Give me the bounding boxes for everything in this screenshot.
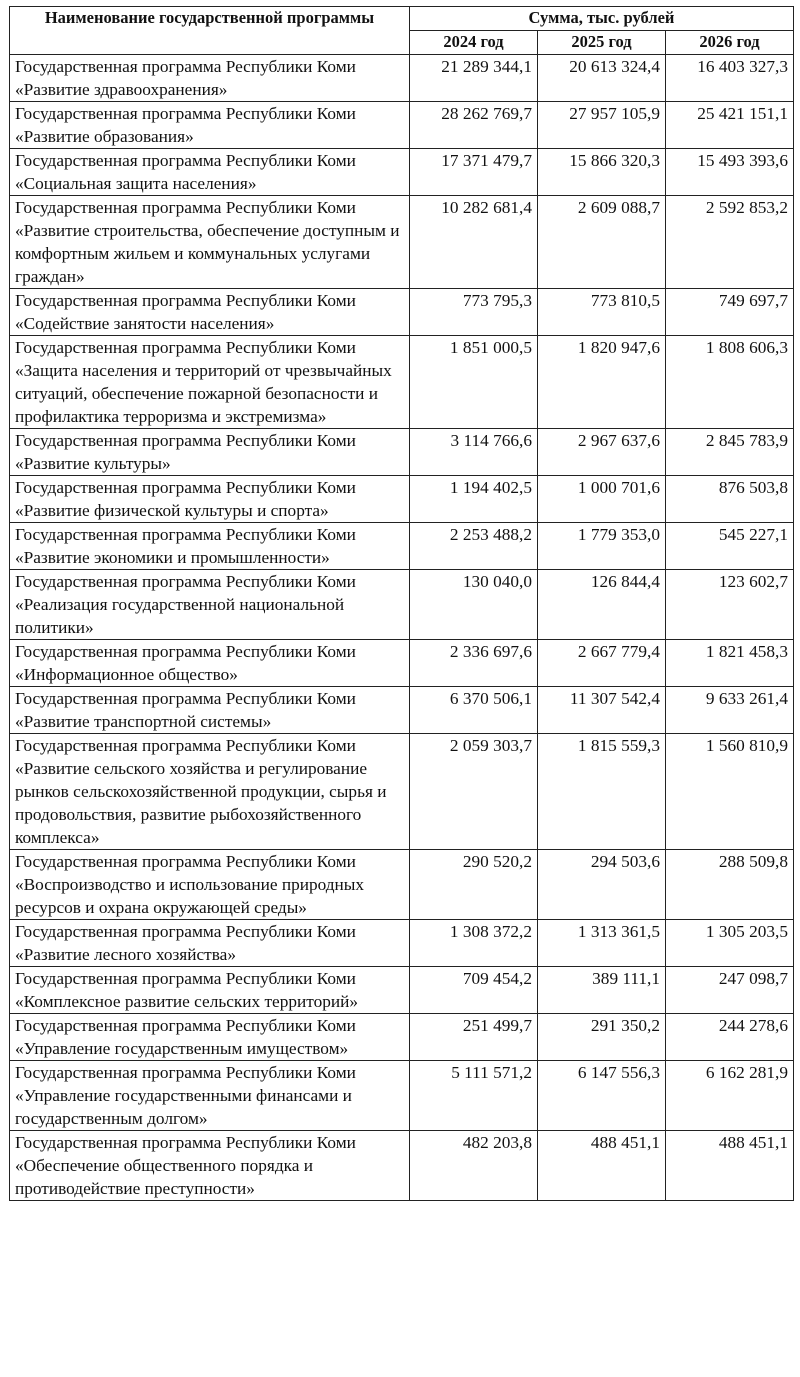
program-name-cell: Государственная программа Республики Коми «Развитие физической культуры и спорта» (10, 476, 410, 523)
value-2025-cell: 126 844,4 (538, 570, 666, 640)
table-row (10, 523, 794, 570)
value-2026-cell: 1 821 458,3 (666, 640, 794, 687)
table-row (10, 570, 794, 640)
value-2026-cell: 288 509,8 (666, 850, 794, 920)
value-2025-cell: 1 000 701,6 (538, 476, 666, 523)
program-name-cell: Государственная программа Республики Коми «Управление государственным имуществом» (10, 1014, 410, 1061)
table-row (10, 640, 794, 687)
program-name-cell: Государственная программа Республики Коми «Защита населения и территорий от чрезвычайных ситуаций, обеспечение пожарной безопасности и профилактика терроризма и экстремизма» (10, 336, 410, 429)
program-name-cell: Государственная программа Республики Коми «Развитие образования» (10, 102, 410, 149)
value-2026-cell: 488 451,1 (666, 1131, 794, 1201)
value-2026-cell: 247 098,7 (666, 967, 794, 1014)
value-2024-cell: 251 499,7 (410, 1014, 538, 1061)
value-2024-cell: 2 253 488,2 (410, 523, 538, 570)
value-2024-cell: 709 454,2 (410, 967, 538, 1014)
program-name-cell: Государственная программа Республики Коми «Развитие сельского хозяйства и регулирование рынков сельскохозяйственной продукции, сырья и продовольствия, развитие рыбохозяйственного комплекса» (10, 734, 410, 850)
header-year-2025: 2025 год (538, 31, 666, 55)
table-header (10, 7, 794, 55)
table-body (10, 55, 794, 1201)
table-row (10, 1014, 794, 1061)
program-name-cell: Государственная программа Республики Коми «Развитие экономики и промышленности» (10, 523, 410, 570)
value-2025-cell: 2 609 088,7 (538, 196, 666, 289)
value-2024-cell: 17 371 479,7 (410, 149, 538, 196)
value-2025-cell: 6 147 556,3 (538, 1061, 666, 1131)
table-row (10, 429, 794, 476)
program-name-cell: Государственная программа Республики Коми «Обеспечение общественного порядка и противодействие преступности» (10, 1131, 410, 1201)
value-2025-cell: 773 810,5 (538, 289, 666, 336)
table-row (10, 1131, 794, 1201)
value-2026-cell: 1 560 810,9 (666, 734, 794, 850)
value-2024-cell: 5 111 571,2 (410, 1061, 538, 1131)
value-2024-cell: 773 795,3 (410, 289, 538, 336)
program-name-cell: Государственная программа Республики Коми «Комплексное развитие сельских территорий» (10, 967, 410, 1014)
value-2024-cell: 28 262 769,7 (410, 102, 538, 149)
program-name-cell: Государственная программа Республики Коми «Развитие лесного хозяйства» (10, 920, 410, 967)
header-sum: Сумма, тыс. рублей (410, 7, 794, 31)
value-2025-cell: 1 779 353,0 (538, 523, 666, 570)
value-2024-cell: 1 308 372,2 (410, 920, 538, 967)
value-2025-cell: 2 967 637,6 (538, 429, 666, 476)
value-2025-cell: 1 820 947,6 (538, 336, 666, 429)
value-2026-cell: 123 602,7 (666, 570, 794, 640)
table-row (10, 476, 794, 523)
program-name-cell: Государственная программа Республики Коми «Реализация государственной национальной политики» (10, 570, 410, 640)
program-name-cell: Государственная программа Республики Коми «Развитие культуры» (10, 429, 410, 476)
value-2024-cell: 21 289 344,1 (410, 55, 538, 102)
table-row (10, 687, 794, 734)
program-name-cell: Государственная программа Республики Коми «Развитие транспортной системы» (10, 687, 410, 734)
value-2024-cell: 6 370 506,1 (410, 687, 538, 734)
program-name-cell: Государственная программа Республики Коми «Информационное общество» (10, 640, 410, 687)
program-name-cell: Государственная программа Республики Коми «Содействие занятости населения» (10, 289, 410, 336)
table-row (10, 149, 794, 196)
value-2026-cell: 16 403 327,3 (666, 55, 794, 102)
value-2025-cell: 1 815 559,3 (538, 734, 666, 850)
value-2025-cell: 20 613 324,4 (538, 55, 666, 102)
value-2024-cell: 482 203,8 (410, 1131, 538, 1201)
program-name-cell: Государственная программа Республики Коми «Воспроизводство и использование природных ресурсов и охрана окружающей среды» (10, 850, 410, 920)
value-2024-cell: 2 336 697,6 (410, 640, 538, 687)
table-row (10, 55, 794, 102)
value-2025-cell: 1 313 361,5 (538, 920, 666, 967)
value-2026-cell: 749 697,7 (666, 289, 794, 336)
value-2026-cell: 1 808 606,3 (666, 336, 794, 429)
value-2025-cell: 27 957 105,9 (538, 102, 666, 149)
value-2026-cell: 6 162 281,9 (666, 1061, 794, 1131)
value-2026-cell: 876 503,8 (666, 476, 794, 523)
programs-table (9, 6, 794, 1201)
program-name-cell: Государственная программа Республики Коми «Социальная защита населения» (10, 149, 410, 196)
value-2024-cell: 10 282 681,4 (410, 196, 538, 289)
value-2025-cell: 294 503,6 (538, 850, 666, 920)
value-2026-cell: 15 493 393,6 (666, 149, 794, 196)
value-2026-cell: 2 592 853,2 (666, 196, 794, 289)
value-2025-cell: 15 866 320,3 (538, 149, 666, 196)
header-year-2024: 2024 год (410, 31, 538, 55)
value-2025-cell: 291 350,2 (538, 1014, 666, 1061)
table-row (10, 102, 794, 149)
value-2024-cell: 290 520,2 (410, 850, 538, 920)
table-row (10, 289, 794, 336)
value-2026-cell: 2 845 783,9 (666, 429, 794, 476)
header-year-2026: 2026 год (666, 31, 794, 55)
program-name-cell: Государственная программа Республики Коми «Управление государственными финансами и государственным долгом» (10, 1061, 410, 1131)
table-row (10, 920, 794, 967)
table-row (10, 196, 794, 289)
table-row (10, 336, 794, 429)
header-program-name: Наименование государственной программы (10, 7, 410, 55)
value-2026-cell: 25 421 151,1 (666, 102, 794, 149)
value-2024-cell: 1 851 000,5 (410, 336, 538, 429)
value-2025-cell: 389 111,1 (538, 967, 666, 1014)
table-row (10, 734, 794, 850)
value-2026-cell: 244 278,6 (666, 1014, 794, 1061)
value-2025-cell: 2 667 779,4 (538, 640, 666, 687)
value-2024-cell: 3 114 766,6 (410, 429, 538, 476)
table-row (10, 850, 794, 920)
value-2025-cell: 11 307 542,4 (538, 687, 666, 734)
value-2026-cell: 545 227,1 (666, 523, 794, 570)
value-2024-cell: 130 040,0 (410, 570, 538, 640)
value-2026-cell: 9 633 261,4 (666, 687, 794, 734)
value-2024-cell: 2 059 303,7 (410, 734, 538, 850)
value-2024-cell: 1 194 402,5 (410, 476, 538, 523)
value-2025-cell: 488 451,1 (538, 1131, 666, 1201)
program-name-cell: Государственная программа Республики Коми «Развитие здравоохранения» (10, 55, 410, 102)
program-name-cell: Государственная программа Республики Коми «Развитие строительства, обеспечение доступным и комфортным жильем и коммунальных услугами граждан» (10, 196, 410, 289)
value-2026-cell: 1 305 203,5 (666, 920, 794, 967)
header-row-top (10, 7, 794, 31)
table-row (10, 967, 794, 1014)
table-row (10, 1061, 794, 1131)
